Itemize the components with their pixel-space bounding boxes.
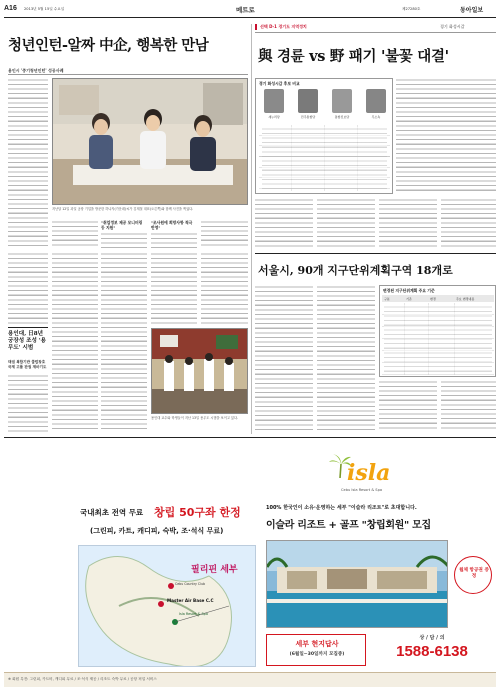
advertisement bbox=[4, 440, 496, 687]
ad-right-headline: 이슬라 리조트 + 골프 "창립회원" 모집 bbox=[266, 520, 431, 531]
planning-table-text bbox=[384, 305, 492, 373]
info-box bbox=[266, 634, 366, 666]
main-photo bbox=[52, 78, 248, 205]
ad-subtitle: (그린피, 카트, 캐디피, 숙박, 조·석식 무료) bbox=[90, 527, 224, 535]
ad-right-line: 100% 한국인이 소유·운영하는 세부 "이슬라 리조트"로 초대합니다. bbox=[266, 505, 417, 511]
article-text-col3 bbox=[151, 232, 197, 248]
map-label: Isla Resort & Spa bbox=[179, 612, 208, 616]
article-text-col2a bbox=[52, 220, 98, 248]
planning-table-header bbox=[382, 295, 494, 302]
candidate-photo bbox=[298, 89, 318, 113]
kicker-region: 경기 화성시갑 bbox=[440, 24, 465, 29]
table-header-cell: 기존 bbox=[406, 296, 412, 301]
info-title: 세부 현지답사 bbox=[295, 640, 339, 648]
edition-info: 제27280호 bbox=[402, 7, 421, 11]
candidate-party: 무소속 bbox=[371, 115, 381, 119]
right-text-col2 bbox=[317, 198, 375, 250]
phone-box bbox=[372, 634, 492, 666]
candidate-table bbox=[255, 78, 393, 194]
right-sub-text-col2 bbox=[317, 285, 375, 432]
logo-sub: Cebu Isla Resort & Spa bbox=[341, 488, 383, 492]
article-text-col2b bbox=[101, 232, 147, 248]
phone-label: 상 / 담 / 의 bbox=[419, 635, 445, 641]
logo-text: isla bbox=[347, 460, 391, 486]
right-sub-rule bbox=[255, 253, 496, 254]
byline-rule bbox=[8, 74, 248, 75]
kicker: 선택 D-1 경기도 지역정치 bbox=[260, 24, 307, 29]
sub-story-text bbox=[8, 374, 48, 432]
kicker-rule bbox=[255, 32, 496, 33]
candidate-photo bbox=[264, 89, 284, 113]
right-text-col3b bbox=[379, 198, 437, 250]
section-name: 메트로 bbox=[236, 6, 255, 14]
story-divider bbox=[251, 24, 252, 434]
right-sub-text-col1 bbox=[255, 285, 313, 432]
resort-logo bbox=[329, 454, 409, 500]
table-header-cell: 변경 bbox=[430, 296, 436, 301]
resort-photo bbox=[266, 540, 448, 628]
main-byline: 용인시 '중기청년인턴' 성공사례 bbox=[8, 68, 64, 73]
article-text-col2b-lower bbox=[101, 252, 147, 432]
page-number: A16 bbox=[4, 5, 17, 12]
article-text-col4 bbox=[201, 220, 248, 248]
right-text-col1 bbox=[255, 198, 313, 250]
sub-photo-caption: 용인대 교수와 학생들이 지난 13일 용무도 시범을 보이고 있다. bbox=[151, 416, 239, 420]
col2-heading: "취업정보 제공 모니터링 등 지원" bbox=[101, 220, 143, 230]
sub-story-photo bbox=[151, 328, 248, 414]
right-sub-headline: 서울시, 90개 지구단위계획구역 18개로 bbox=[258, 264, 453, 277]
article-text-col3-lower bbox=[151, 252, 197, 324]
candidate-photo bbox=[366, 89, 386, 113]
ad-headline: 창립 50구좌 한정 bbox=[154, 506, 241, 519]
promo-badge-text: 월체 항공권 증정 bbox=[459, 568, 489, 579]
right-sub-text-col3 bbox=[379, 380, 437, 432]
candidate-grid-text bbox=[262, 127, 387, 189]
col3-heading: "조사원에 희망사항 적극 반영" bbox=[151, 220, 193, 230]
planning-table-title: 변경된 지구단위계획 주요 기준 bbox=[383, 288, 435, 293]
ad-place: 필리핀 세부 bbox=[191, 565, 238, 575]
map-label: Master Air Base C.C bbox=[167, 598, 214, 603]
table-header-cell: 구분 bbox=[384, 296, 390, 301]
candidate-party: 새누리당 bbox=[268, 115, 280, 119]
paper-name: 동아일보 bbox=[460, 7, 484, 14]
right-text-col4 bbox=[441, 198, 496, 250]
header-rule bbox=[4, 17, 496, 18]
table-header-cell: 주요 변경내용 bbox=[456, 296, 475, 301]
info-sub: (6월일~30일까지 모집중) bbox=[289, 652, 345, 657]
phone-number: 1588-6138 bbox=[396, 643, 468, 660]
article-text-col1-lower bbox=[8, 252, 48, 324]
sub-story-rule bbox=[8, 327, 48, 328]
map-label: Cebu Country Club bbox=[175, 582, 206, 586]
candidate-photo bbox=[332, 89, 352, 113]
right-headline: 與 경륜 vs 野 패기 '불꽃 대결' bbox=[258, 48, 449, 65]
ad-footer-text: ※ 회원 특전: 그린피, 카트비, 캐디피 무료 / 조·석식 제공 / 리조트 숙박 무료 / 공항 픽업 서비스 bbox=[8, 677, 157, 681]
sub-headline: 용인대, 日8년 궁장성 조성 '용무도' 시범 bbox=[8, 331, 47, 351]
candidate-party: 민주통합당 bbox=[300, 115, 316, 119]
ad-map bbox=[78, 545, 256, 667]
promo-badge bbox=[454, 556, 492, 594]
sub-deck: 태권 복합기반 클럽창호 국제 고품 판권 제마기도 bbox=[8, 360, 47, 369]
right-sub-text-col4 bbox=[441, 380, 496, 432]
candidate-table-title: 경기 화성시갑 후보 비교 bbox=[259, 81, 300, 86]
planning-table bbox=[379, 285, 496, 377]
article-text-col4-lower bbox=[201, 252, 248, 324]
candidate-row bbox=[260, 89, 390, 121]
candidate-party: 통합진보당 bbox=[334, 115, 350, 119]
ad-top-rule bbox=[4, 437, 496, 438]
right-text-col3 bbox=[396, 78, 496, 194]
article-text-col2a-lower bbox=[52, 252, 98, 432]
kicker-bar bbox=[255, 24, 257, 30]
main-headline: 청년인턴-알짜 中企, 행복한 만남 bbox=[8, 37, 209, 54]
date-line: 2013년 5월 15일 수요일 bbox=[24, 7, 65, 11]
ad-tagline: 국내최초 전역 무료 bbox=[80, 508, 144, 517]
ad-footer-bar bbox=[4, 672, 496, 687]
article-text-col1 bbox=[8, 78, 48, 248]
main-photo-caption: 지난달 12일 과일 공장 기업을 방문한 하나자(가운데)씨가 김재철 대표(오른쪽)와 함께 사진을 찍었다. bbox=[52, 207, 194, 211]
page-header bbox=[4, 4, 496, 16]
